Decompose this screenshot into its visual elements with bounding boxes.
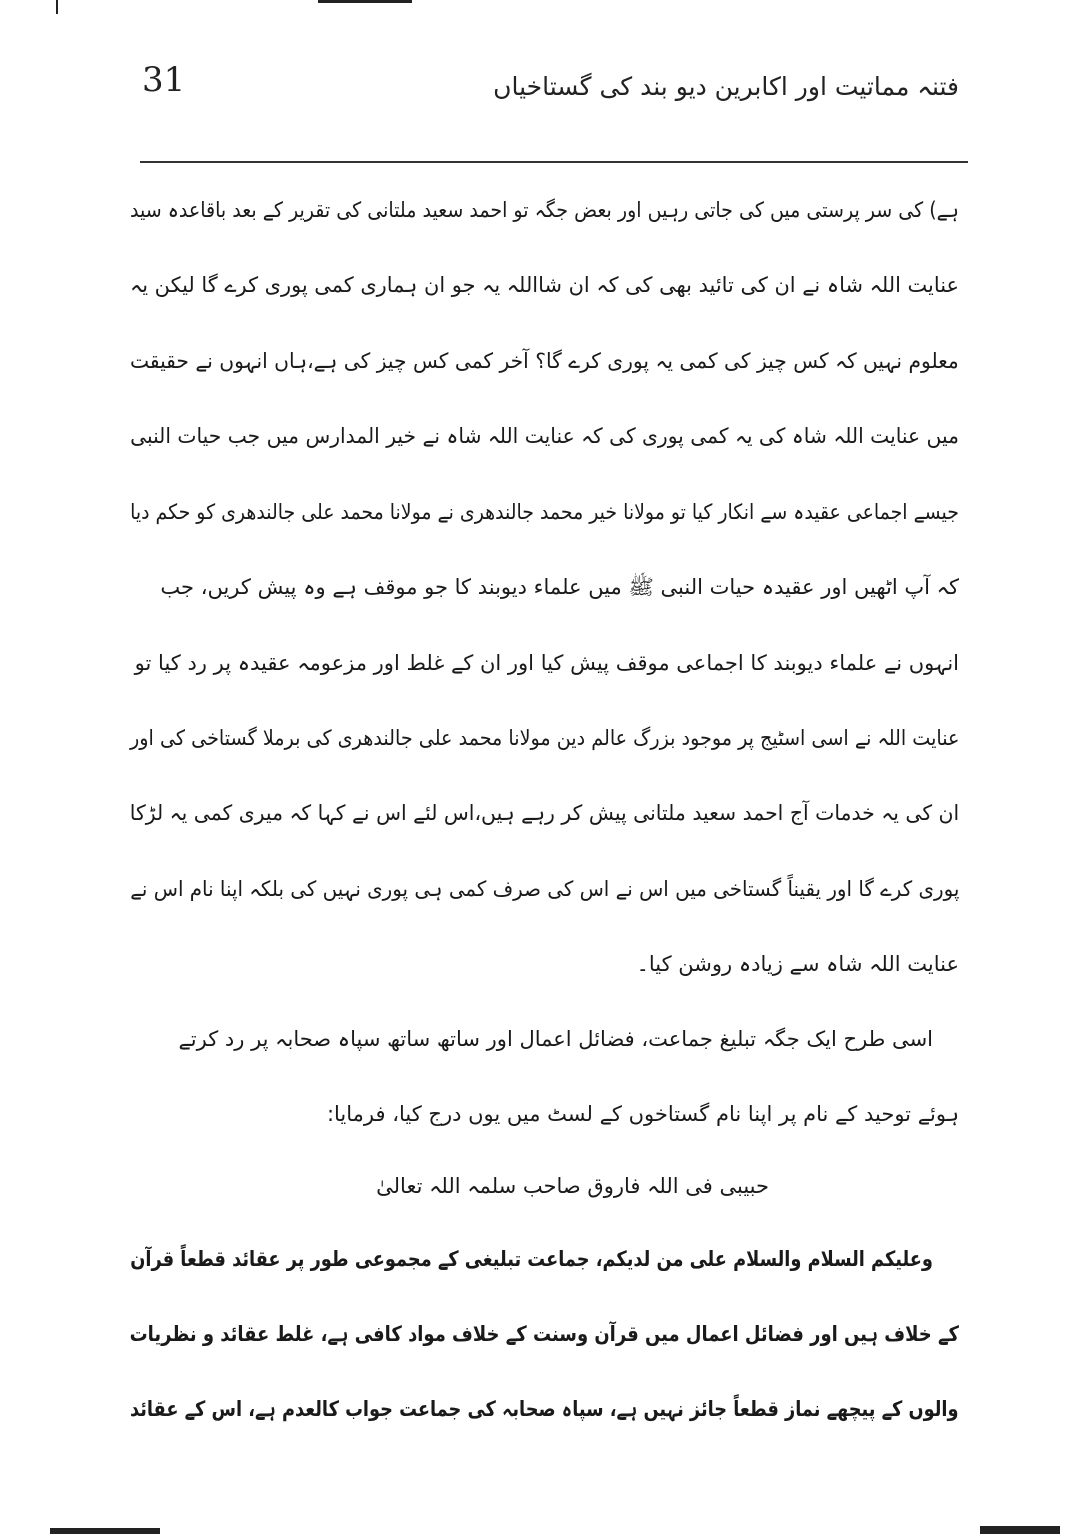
body-line: پوری کرے گا اور یقیناً گستاخی میں اس نے اس کی صرف کمی ہی پوری نہیں کی بلکہ اپنا نام اس نے [129,877,959,901]
body-line: ہے) کی سر پرستی میں کی جاتی رہیں اور بعض جگہ تو احمد سعید ملتانی کی تقریر کے بعد باقاعدہ سید [130,198,959,222]
body-line: اسی طرح ایک جگہ تبلیغ جماعت، فضائل اعمال اور ساتھ ساتھ سپاہ صحابہ پر رد کرتے [178,1027,933,1051]
body-line: وعلیکم السلام والسلام علی من لدیکم، جماعت تبلیغی کے مجموعی طور پر عقائد قطعاً قرآن [130,1247,933,1271]
body-line: جیسے اجماعی عقیدہ سے انکار کیا تو مولانا خیر محمد جالندھری نے مولانا محمد علی جالندھری کو حکم دیا [130,500,959,524]
scan-edge-mark [56,0,58,14]
body-line: حبیبی فی اللہ فاروق صاحب سلمہ اللہ تعالیٰ [376,1174,769,1198]
body-line: عنایت اللہ شاہ نے ان کی تائید بھی کی کہ ان شااللہ یہ جو ان ہماری کمی پوری کرے گا لیکن یہ [130,273,959,297]
page-number: 31 [142,60,186,100]
scan-edge-mark [318,0,412,3]
body-line: عنایت اللہ نے اسی اسٹیج پر موجود بزرگ عالم دین مولانا محمد علی جالندھری کی برملا گستاخی کی اور [129,726,959,750]
body-line: ان کی یہ خدمات آج احمد سعید ملتانی پیش کر رہے ہیں،اس لئے اس نے کہا کہ میری کمی یہ لڑکا [129,801,959,825]
scan-edge-mark [50,1528,160,1534]
body-line: والوں کے پیچھے نماز قطعاً جائز نہیں ہے، سپاہ صحابہ کی جماعت جواب کالعدم ہے، اس کے عقائد [130,1397,959,1421]
body-line: کہ آپ اٹھیں اور عقیدہ حیات النبی ﷺ میں علماء دیوبند کا جو موقف ہے وہ پیش کریں، جب [160,575,959,599]
scan-edge-mark [980,1526,1060,1534]
body-line: معلوم نہیں کہ کس چیز کی کمی یہ پوری کرے گا؟ آخر کمی کس چیز کی ہے،ہاں انہوں نے حقیقت [130,349,959,373]
body-line: عنایت اللہ شاہ سے زیادہ روشن کیا۔ [636,952,959,976]
body-line: میں عنایت اللہ شاہ کی یہ کمی پوری کی کہ عنایت اللہ شاہ نے خیر المدارس میں جب حیات النبی [130,424,959,448]
running-title: فتنہ مماتیت اور اکابرین دیو بند کی گستاخیاں [493,72,959,101]
header-rule [140,161,968,163]
body-line: کے خلاف ہیں اور فضائل اعمال میں قرآن وسنت کے خلاف مواد کافی ہے، غلط عقائد و نظریات [129,1322,959,1346]
body-line: ہوئے توحید کے نام پر اپنا نام گستاخوں کے لسٹ میں یوں درج کیا، فرمایا: [326,1102,959,1126]
body-line: انہوں نے علماء دیوبند کا اجماعی موقف پیش کیا اور ان کے غلط اور مزعومہ عقیدہ پر رد کیا تو [134,651,959,675]
